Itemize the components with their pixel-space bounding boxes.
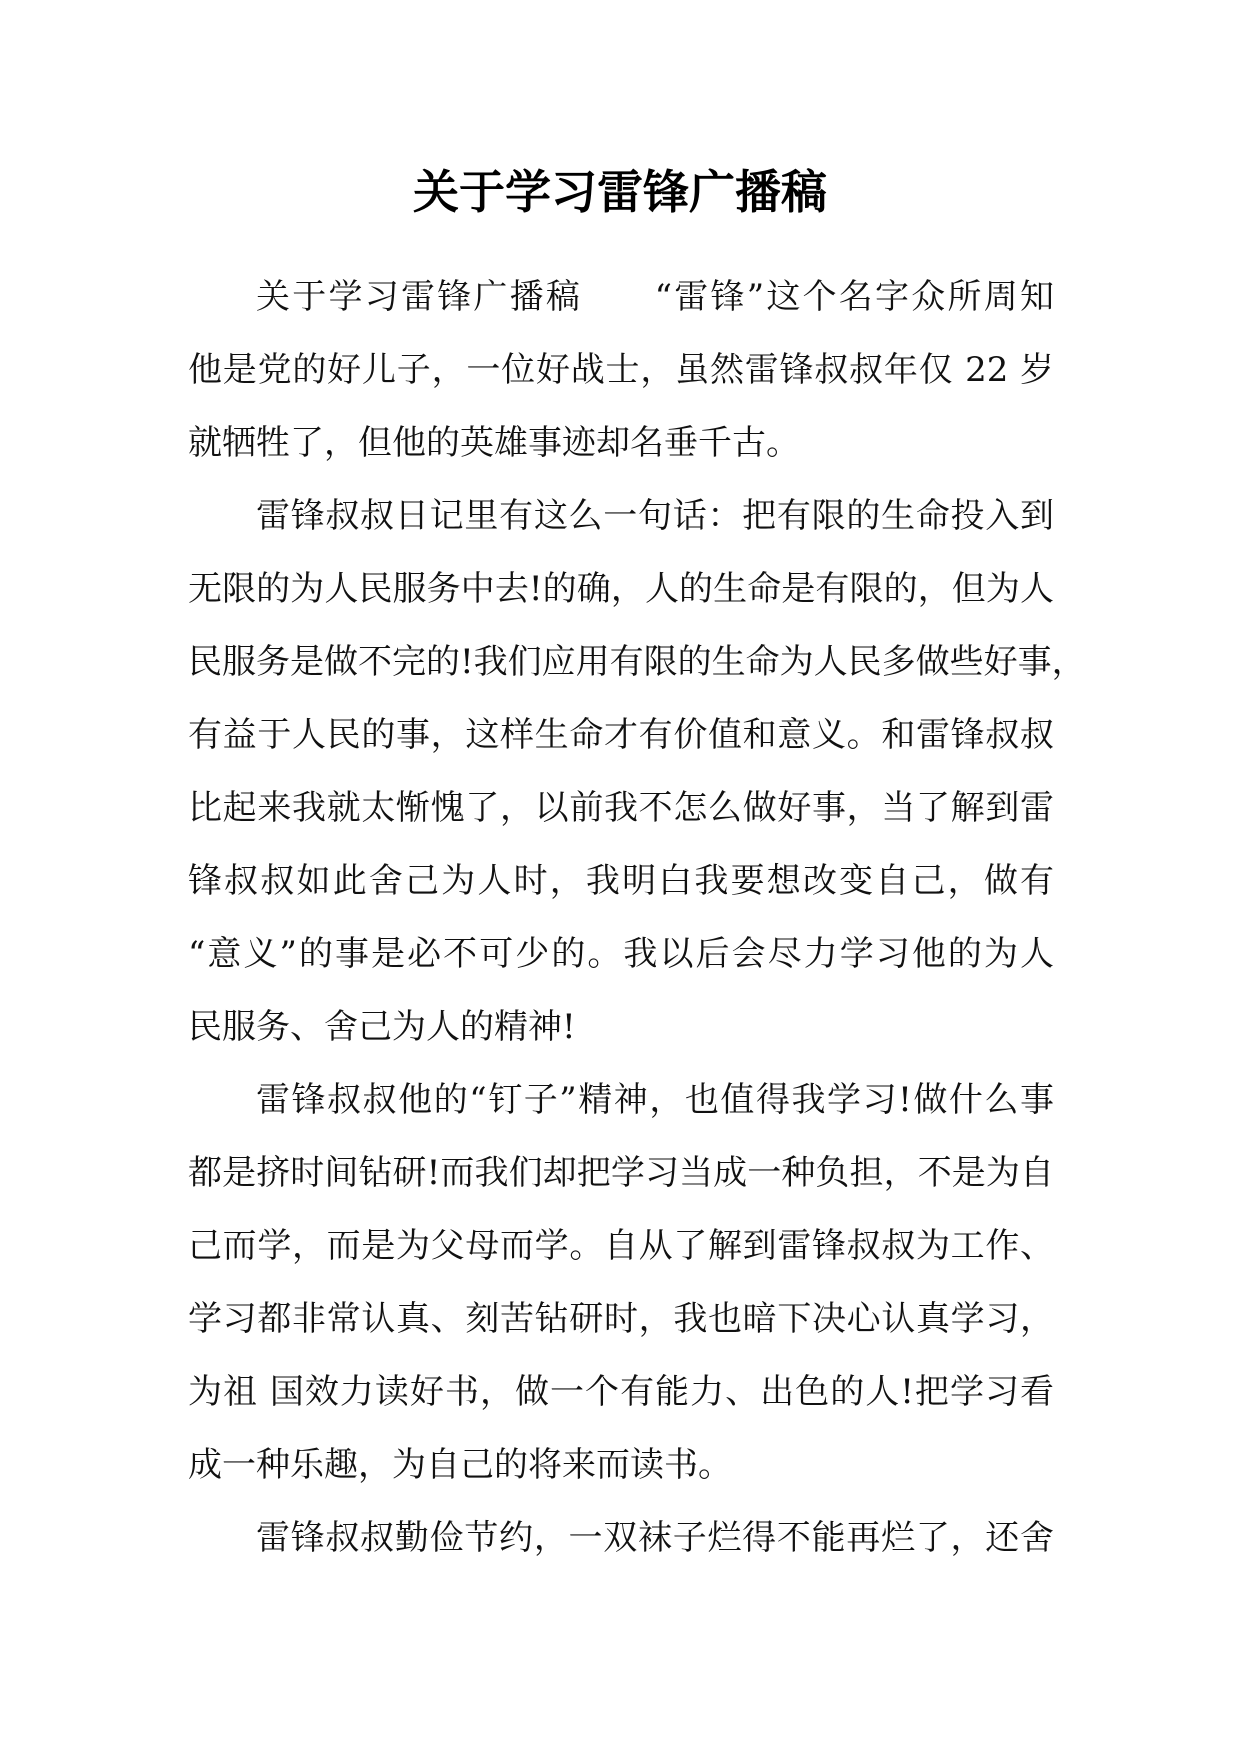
text-line: 雷锋叔叔日记里有这么一句话：把有限的生命投入到 xyxy=(256,496,1054,536)
text-line: “意义”的事是必不可少的。我以后会尽力学习他的为人 xyxy=(188,934,1054,974)
text-line: 有益于人民的事，这样生命才有价值和意义。和雷锋叔叔 xyxy=(188,715,1054,755)
text-line: 雷锋叔叔勤俭节约，一双袜子烂得不能再烂了，还舍 xyxy=(256,1518,1054,1558)
paragraph-nail-spirit xyxy=(188,1064,1054,1502)
paragraph-diary xyxy=(188,480,1086,1064)
paragraph-intro xyxy=(188,261,1054,480)
text-line: 就牺牲了，但他的英雄事迹却名垂千古。 xyxy=(188,423,800,463)
text-line: 己而学，而是为父母而学。自从了解到雷锋叔叔为工作、 xyxy=(188,1226,1054,1266)
text-line: 锋叔叔如此舍己为人时，我明白我要想改变自己，做有 xyxy=(188,861,1054,901)
text-line: 民服务是做不完的!我们应用有限的生命为人民多做些好事， xyxy=(188,642,1086,682)
document-body xyxy=(188,261,1086,1575)
paragraph-thrift xyxy=(188,1502,1054,1575)
text-line: 雷锋叔叔他的“钉子”精神，也值得我学习!做什么事 xyxy=(256,1080,1054,1120)
text-line: 无限的为人民服务中去!的确，人的生命是有限的，但为人 xyxy=(188,569,1054,609)
text-line: 为祖 国效力读好书，做一个有能力、出色的人!把学习看 xyxy=(188,1372,1054,1412)
text-line: 都是挤时间钻研!而我们却把学习当成一种负担，不是为自 xyxy=(188,1153,1054,1193)
text-line: 学习都非常认真、刻苦钻研时，我也暗下决心认真学习， xyxy=(188,1299,1054,1339)
text-line: 民服务、舍己为人的精神! xyxy=(188,1007,576,1047)
text-line: 比起来我就太惭愧了，以前我不怎么做好事，当了解到雷 xyxy=(188,788,1054,828)
document-title: 关于学习雷锋广播稿 xyxy=(413,165,827,219)
text-line: 关于学习雷锋广播稿 “雷锋”这个名字众所周知 xyxy=(256,277,1054,317)
text-line: 成一种乐趣，为自己的将来而读书。 xyxy=(188,1445,732,1485)
text-line: 他是党的好儿子，一位好战士，虽然雷锋叔叔年仅 22 岁 xyxy=(188,350,1054,390)
